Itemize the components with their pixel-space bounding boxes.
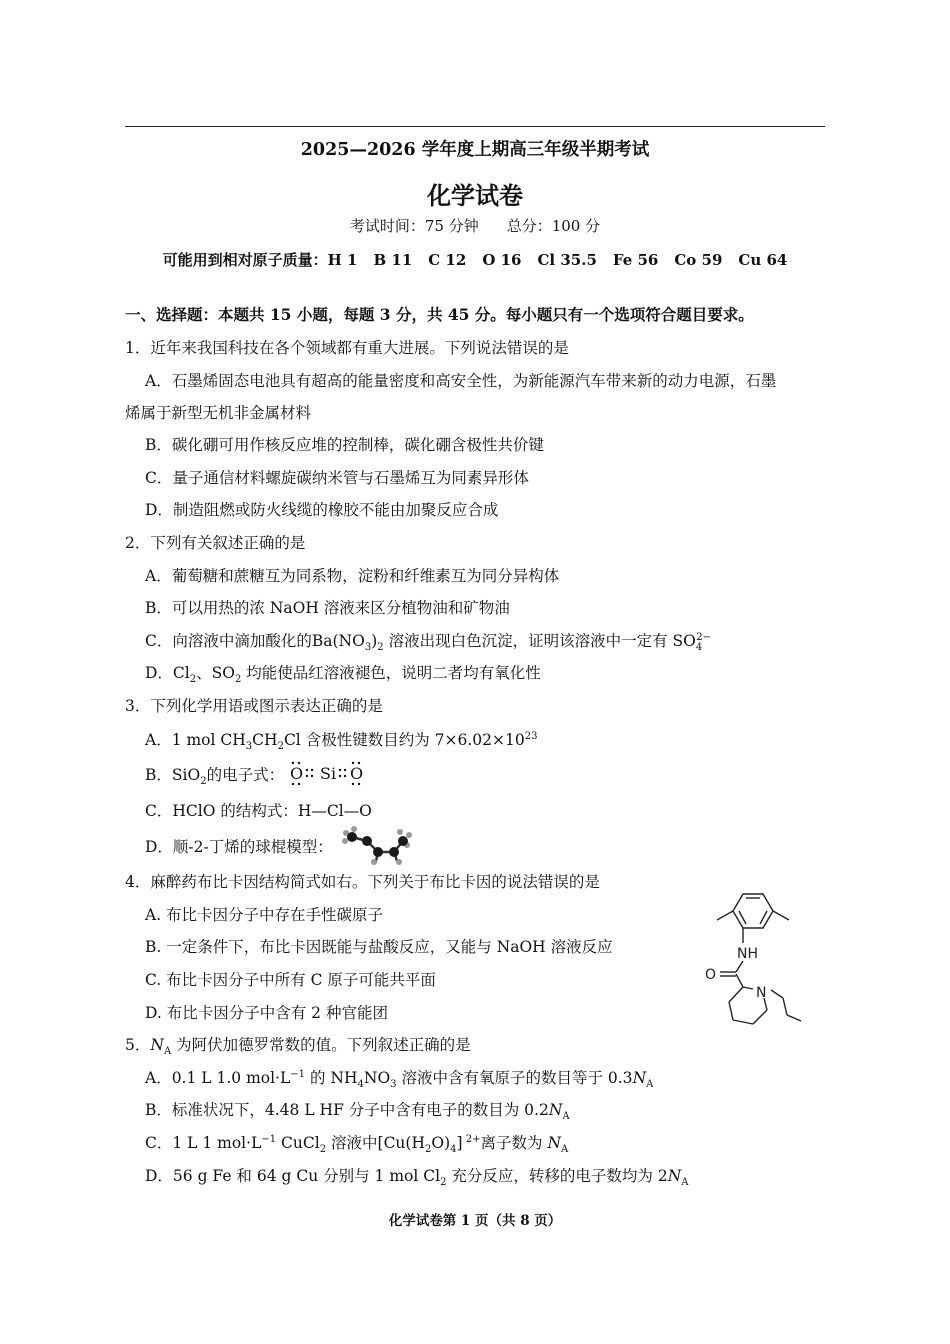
exam-score: 总分：100 分	[506, 217, 601, 235]
svg-text:Si: Si	[320, 764, 337, 783]
q1-option-c: C．量子通信材料螺旋碳纳米管与石墨烯互为同素异形体	[145, 469, 529, 487]
exam-title: 2025—2026 学年度上期高三年级半期考试	[300, 140, 650, 160]
subject-title: 化学试卷	[427, 181, 523, 210]
q5-option-d: D．56 g Fe 和 64 g Cu 分别与 1 mol $Cl_2$ 充分反应，转移的电子数均为 $2N_A$	[145, 1167, 689, 1189]
q5-option-b: B．标准状况下，4.48 L HF 分子中含有电子的数目为 $0.2N_A$	[145, 1101, 570, 1123]
q4-option-b: B. 一定条件下，布比卡因既能与盐酸反应，又能与 NaOH 溶液反应	[145, 938, 613, 956]
q5-stem: 5．$N_A$ 为阿伏加德罗常数的值。下列叙述正确的是	[125, 1036, 471, 1058]
atomic-masses: 可能用到相对原子质量：H 1 B 11 C 12 O 16 Cl 35.5 Fe 56 Co 59 Cu 64	[162, 251, 788, 269]
q4-stem: 4．麻醉药布比卡因结构简式如右。下列关于布比卡因的说法错误的是	[125, 873, 600, 891]
svg-text:O: O	[705, 967, 717, 983]
top-rule	[125, 126, 825, 127]
q2-option-a: A．葡萄糖和蔗糖互为同系物，淀粉和纤维素互为同分异构体	[145, 567, 560, 585]
q4-option-c: C. 布比卡因分子中所有 C 原子可能共平面	[145, 971, 436, 989]
exam-meta	[0, 215, 950, 236]
q1-option-d: D．制造阻燃或防火线缆的橡胶不能由加聚反应合成	[145, 501, 499, 519]
page-footer: 化学试卷第 1 页（共 8 页）	[388, 1213, 562, 1229]
q2-option-c: C．向溶液中滴加酸化的$Ba(NO_3)_2$ 溶液出现白色沉淀，证明该溶液中一定有 $SO_4^{2-}$	[145, 631, 711, 654]
q5-option-c: C．1 L 1 $mol\cdot L^{-1}$ CuCl$_2$ 溶液中$[Cu(H_2O)_4]$ $^{2+}$离子数为 $N_A$	[145, 1133, 569, 1156]
exam-time: 考试时间：75 分钟	[349, 217, 479, 235]
q1-option-a-cont: 烯属于新型无机非金属材料	[125, 404, 312, 422]
bupivacaine-structure	[695, 890, 810, 1030]
q4-option-a: A. 布比卡因分子中存在手性碳原子	[145, 906, 384, 924]
q2-option-b: B．可以用热的浓 NaOH 溶液来区分植物油和矿物油	[145, 599, 510, 617]
svg-text:N: N	[756, 985, 767, 1001]
q2-stem: 2．下列有关叙述正确的是	[125, 534, 306, 552]
q3-option-d: D．顺-2-丁烯的球棍模型：	[145, 838, 333, 856]
q3-stem: 3．下列化学用语或图示表达正确的是	[125, 697, 383, 715]
q3-option-c: C．HClO 的结构式：H—Cl—O	[145, 802, 372, 820]
sio2-electron-dot-formula	[287, 758, 367, 788]
q1-option-a: A．石墨烯固态电池具有超高的能量密度和高安全性，为新能源汽车带来新的动力电源，石墨	[145, 372, 777, 390]
svg-text:O: O	[350, 764, 364, 783]
svg-text:O: O	[290, 764, 304, 783]
q3-option-b: B．SiO$_2$的电子式：	[145, 766, 285, 788]
q1-stem: 1．近年来我国科技在各个领域都有重大进展。下列说法错误的是	[125, 339, 569, 357]
q3-option-a: A．1 mol $CH_3CH_2Cl$ 含极性键数目约为 $7\times 6.02\times 10^{23}$	[145, 730, 538, 753]
q2-option-d: D．$Cl_2$、$SO_2$ 均能使品红溶液褪色，说明二者均有氧化性	[145, 664, 541, 686]
q4-option-d: D. 布比卡因分子中含有 2 种官能团	[145, 1004, 388, 1022]
q5-option-a: A．0.1 L 1.0 $mol\cdot L^{-1}$ 的 $NH_4NO_3$ 溶液中含有氧原子的数目等于 $0.3N_A$	[145, 1068, 654, 1091]
cis-2-butene-ball-stick-model	[340, 824, 415, 866]
svg-text:NH: NH	[737, 946, 758, 962]
q1-option-b: B．碳化硼可用作核反应堆的控制棒，碳化硼含极性共价键	[145, 436, 544, 454]
section-heading: 一、选择题：本题共 15 小题，每题 3 分，共 45 分。每小题只有一个选项符合题目要求。	[125, 305, 754, 324]
